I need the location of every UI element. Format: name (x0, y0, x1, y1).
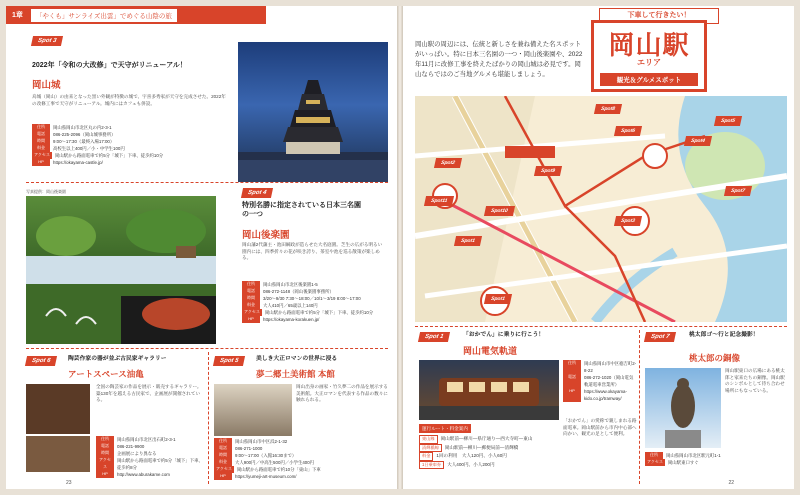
okaden-tram-photo (419, 360, 559, 420)
right-page (403, 6, 794, 489)
spot7-name: 桃太郎の銅像 (689, 353, 741, 363)
spot1-name: 岡山電気軌道 (463, 346, 518, 356)
map-spot3: Spot3 (614, 216, 642, 226)
map-spot4: Spot4 (684, 136, 712, 146)
spot3-body: 烏城（岡山）の由来となった黒い外観が特徴の城で、宇喜多秀家が天守を完成させた。2022年の改修工事で天守がリニューアル。城内にはカフェも併設。 (32, 94, 226, 106)
spot6-title: 陶芸作家の器が並ぶ古民家ギャラリー (68, 356, 167, 362)
map-spot2: Spot2 (434, 158, 462, 168)
spot1-badge: Spot 1 (418, 332, 450, 342)
spot6-name: アートスペース油亀 (68, 369, 144, 379)
spot1-title: 「おかでん」に乗りに行こう！ (463, 332, 545, 338)
okayama-castle-photo (238, 42, 388, 182)
yumeji-museum-photo (214, 384, 292, 436)
map-spot1: Spot1 (454, 236, 482, 246)
spot5-body: 岡山出身の画家・竹久夢二の作品を展示する美術館。大正ロマンを代表する作品の数々に触れられる。 (296, 384, 388, 403)
spot4-body: 岡山藩2代藩主・池田綱政が造らせた大名庭園。芝生の広がる明るい園内には、四季折々の花が咲き誇り、茶室や池を巡る散策が楽しめる。 (242, 242, 383, 261)
spot4-name: 岡山後楽園 (242, 230, 290, 241)
map-spot7: Spot7 (724, 186, 752, 196)
spot5-info: 住所 岡山県岡山市中区浜2-1-32 電話 086-271-1000 時間 9:00〜17:00（入館16:30まで） 料金 大人900円／中高生500円／小学生400円 アクセス 岡山駅から路面電車で約10分「東山」下車 HP https://yumeji-art-museum.com/ (216, 438, 321, 480)
divider (415, 326, 787, 327)
map-spot9: Spot9 (534, 166, 562, 176)
left-page (6, 6, 397, 489)
area-intro: 岡山駅の周辺には、伝統と新しさを兼ね備えた名スポットがいっぱい。特に日本三名園の一つ・岡山後楽園や、2022年11月に改修工事を終えたばかりの岡山城は必見です。岡山ならではのご当地グルメも堪能しましょう。 (415, 41, 583, 78)
spot7-title: 桃太郎ゴ〜行と記念撮影！ (689, 332, 759, 338)
area-title: 岡山駅 (608, 31, 690, 60)
spot4-title: 特別名勝に指定されている日本三名園の一つ (242, 202, 361, 218)
column-divider (639, 330, 640, 484)
spot4-badge: Spot 4 (241, 188, 273, 198)
spot5-title: 美しき大正ロマンの世界に浸る (256, 356, 338, 362)
spot5-badge: Spot 5 (213, 356, 245, 366)
spot5-name: 夢二郷土美術館 本館 (256, 369, 335, 379)
spot3-info: 住所 岡山県岡山市北区丸の内2-3-1 電話 086-225-2096（岡山城事務所） 時間 9:00〜17:30（最終入場17:00） 料金 高校生以上400円／小・中学生100円 アクセス 岡山駅から路面電車で約5分「城下」下車、徒歩約10分 HP https://okayama-castle.jp/ (34, 124, 164, 166)
spot3-name: 岡山城 (32, 80, 61, 91)
map-spot5: Spot5 (714, 116, 742, 126)
divider (26, 182, 388, 183)
area-map (415, 96, 787, 322)
spot6-body: 全国の陶芸家の作品を展示・販売するギャラリー。築130年を越える古民家で、企画展が開催されている。 (96, 384, 202, 403)
column-divider (208, 352, 209, 484)
spot7-body: 岡山駅東口の広場にある桃太郎と家来たちの銅像。岡山駅のシンボルとして待ち合わせ場所にもなっている。 (725, 368, 785, 393)
spot4-photo-credit: 写真提供：岡山後楽園 (26, 189, 66, 194)
aburakame-photo-1 (26, 384, 90, 434)
aburakame-photo-2 (26, 436, 90, 472)
map-spot8: Spot8 (594, 104, 622, 114)
chapter-subtitle: 「やくも」サンライズ出雲」でめぐる山陰の旅 (31, 9, 177, 22)
map-spot11: Spot11 (424, 196, 454, 206)
chapter-label: 1章 (12, 12, 23, 19)
area-label: エリア (637, 58, 661, 67)
chapter-header (6, 6, 266, 24)
divider (26, 348, 388, 349)
spot3-title: 2022年「令和の大改修」で天守がリニューアル！ (32, 62, 187, 69)
spot4-info: 住所 岡山県岡山市北区後楽園1-5 電話 086-272-1148（岡山後楽園事務所） 時間 3/20〜9/30 7:30〜18:00／10/1〜3/19 8:00〜17:00 料金 大人410円／65歳以上140円 アクセス 岡山駅から路面電車で約5分「城下」下車、徒歩約10分 HP https://okayama-korakuen.jp/ (244, 281, 374, 323)
area-category-band: 観光＆グルメスポット (600, 73, 698, 86)
spot1-body: 「おかでん」の愛称で親しまれる路面電車。岡山駅前から市内中心部へ向かい、観光の足として便利。 (563, 418, 637, 437)
map-spot-station: Spot1 (484, 294, 512, 304)
spot7-info: 住所 岡山県岡山市北区駅元町1-1 アクセス 岡山駅東口すぐ (647, 452, 721, 466)
page-number-left: 23 (66, 480, 72, 486)
korakuen-photo (26, 196, 216, 344)
map-spot10: Spot10 (484, 206, 515, 216)
route-title: 運行ルート・料金案内 (419, 424, 471, 433)
spot1-route-box: 運行ルート・料金案内 東山線 岡山駅前—柳川—県庁通り—西大寺町—東山 清輝橋線 岡山駅前—柳川—郵便局前—清輝橋 料金 1回の利用 大人120円、小人60円 1日乗車券 大人400円、小人200円 (419, 424, 559, 469)
page-number-right: 22 (728, 480, 734, 486)
area-title-box (591, 20, 707, 92)
spot6-badge: Spot 6 (25, 356, 57, 366)
section-banner: 下車して行きたい！ (599, 8, 719, 24)
map-spot6: Spot6 (614, 126, 642, 136)
spot3-badge: Spot 3 (31, 36, 63, 46)
spot7-badge: Spot 7 (644, 332, 676, 342)
spot1-info: 住所 岡山県岡山市中区徳吉町2-8-22 電話 086-272-1020（岡山電気軌道電車営業所） HP https://www.okayama-kido.co.jp/tramway/ (563, 360, 637, 402)
momotaro-statue-photo (645, 368, 721, 448)
spot6-info: 住所 岡山県岡山市北区出石町2-3-1 電話 086-221-9900 時間 企画展により異なる アクセス 岡山駅から路面電車で約5分「城下」下車、徒歩約8分 HP http://www.aburakame.com (96, 436, 206, 478)
